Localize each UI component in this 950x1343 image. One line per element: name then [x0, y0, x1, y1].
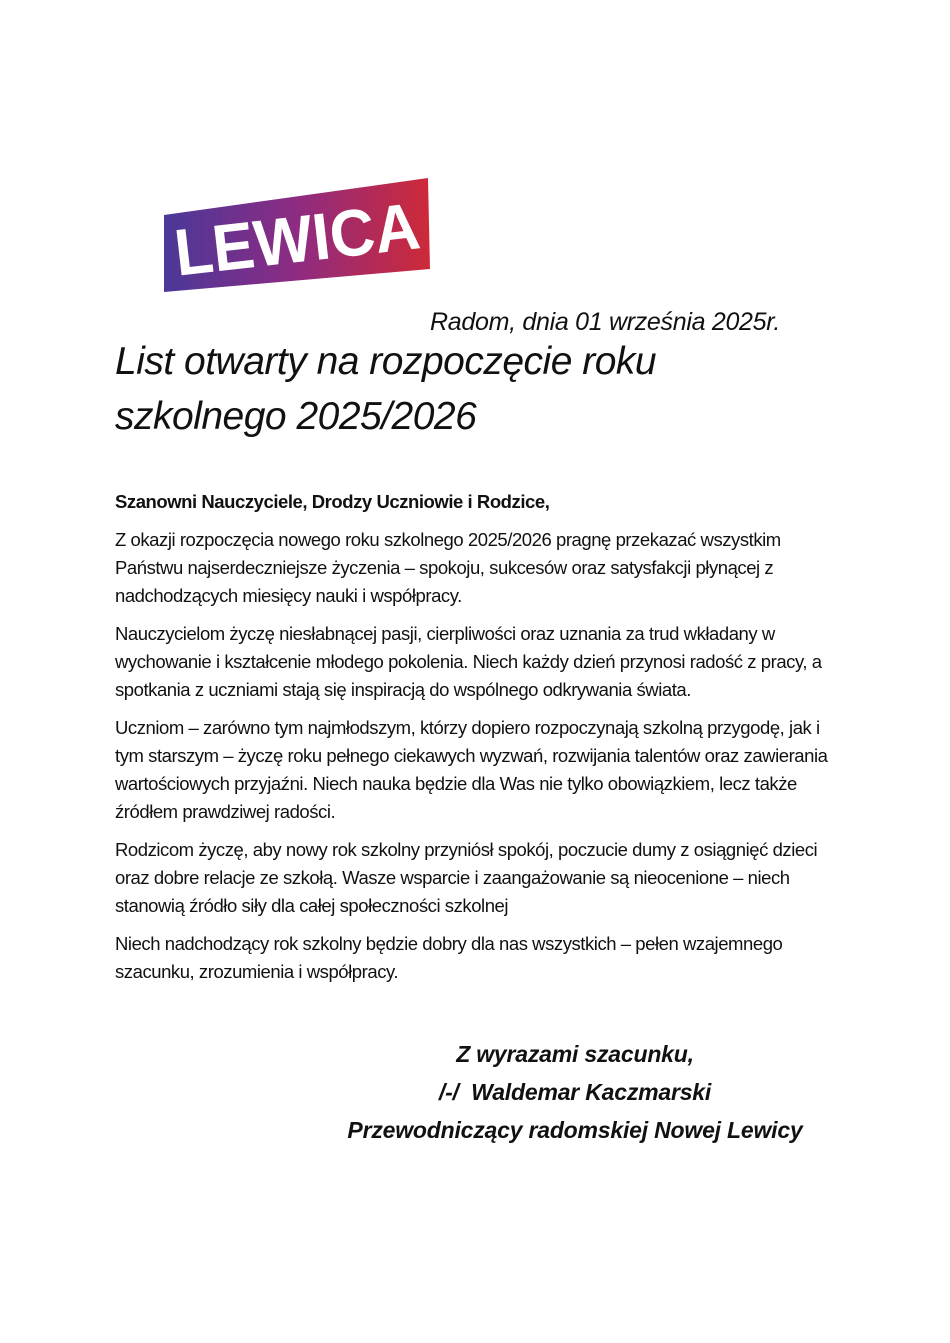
paragraph-parents: Rodzicom życzę, aby nowy rok szkolny przyniósł spokój, poczucie dumy z osiągnięć dzieci oraz dobre relacje ze szkołą. Wasze wsparcie i zaangażowanie są nieocenione – niech stanowią źródło siły dla całej społeczności szkolnej	[115, 839, 818, 916]
letter-body	[115, 488, 839, 996]
paragraph-students: Uczniom – zarówno tym najmłodszym, którzy dopiero rozpoczynają szkolną przygodę, jak i tym starszym – życzę roku pełnego ciekawych wyzwań, rozwijania talentów oraz zawierania wartościowych przyjaźni. Niech nauka będzie dla Was nie tylko obowiązkiem, lecz także źródłem prawdziwej radości.	[115, 717, 828, 822]
paragraph-teachers: Nauczycielom życzę niesłabnącej pasji, cierpliwości oraz uznania za trud wkładany w wychowanie i kształcenie młodego pokolenia. Niech każdy dzień przynosi radość z pracy, a spotkania z uczniami stają się inspiracją do wspólnego odkrywania świata.	[115, 623, 822, 700]
letter-title-line2: szkolnego 2025/2026	[115, 395, 477, 438]
logo-wordmark: LEWICA	[170, 186, 438, 290]
signature-role: Przewodniczący radomskiej Nowej Lewicy	[347, 1117, 803, 1143]
date-line: Radom, dnia 01 września 2025r.	[430, 308, 780, 336]
letter-title	[115, 334, 656, 444]
signature-name: /-/ Waldemar Kaczmarski	[438, 1079, 712, 1105]
signature-block	[200, 1035, 950, 1149]
lewica-logo	[160, 175, 450, 295]
paragraph-closing-wish: Niech nadchodzący rok szkolny będzie dobry dla nas wszystkich – pełen wzajemnego szacunku, zrozumienia i współpracy.	[115, 933, 783, 982]
signature-respect-line: Z wyrazami szacunku,	[456, 1041, 694, 1067]
salutation: Szanowni Nauczyciele, Drodzy Uczniowie i Rodzice,	[115, 491, 550, 512]
paragraph-wishes-general: Z okazji rozpoczęcia nowego roku szkolnego 2025/2026 pragnę przekazać wszystkim Państwu najserdeczniejsze życzenia – spokoju, sukcesów oraz satysfakcji płynącej z nadchodzących miesięcy nauki i współpracy.	[115, 529, 781, 606]
letter-title-line1: List otwarty na rozpoczęcie roku	[115, 340, 657, 383]
